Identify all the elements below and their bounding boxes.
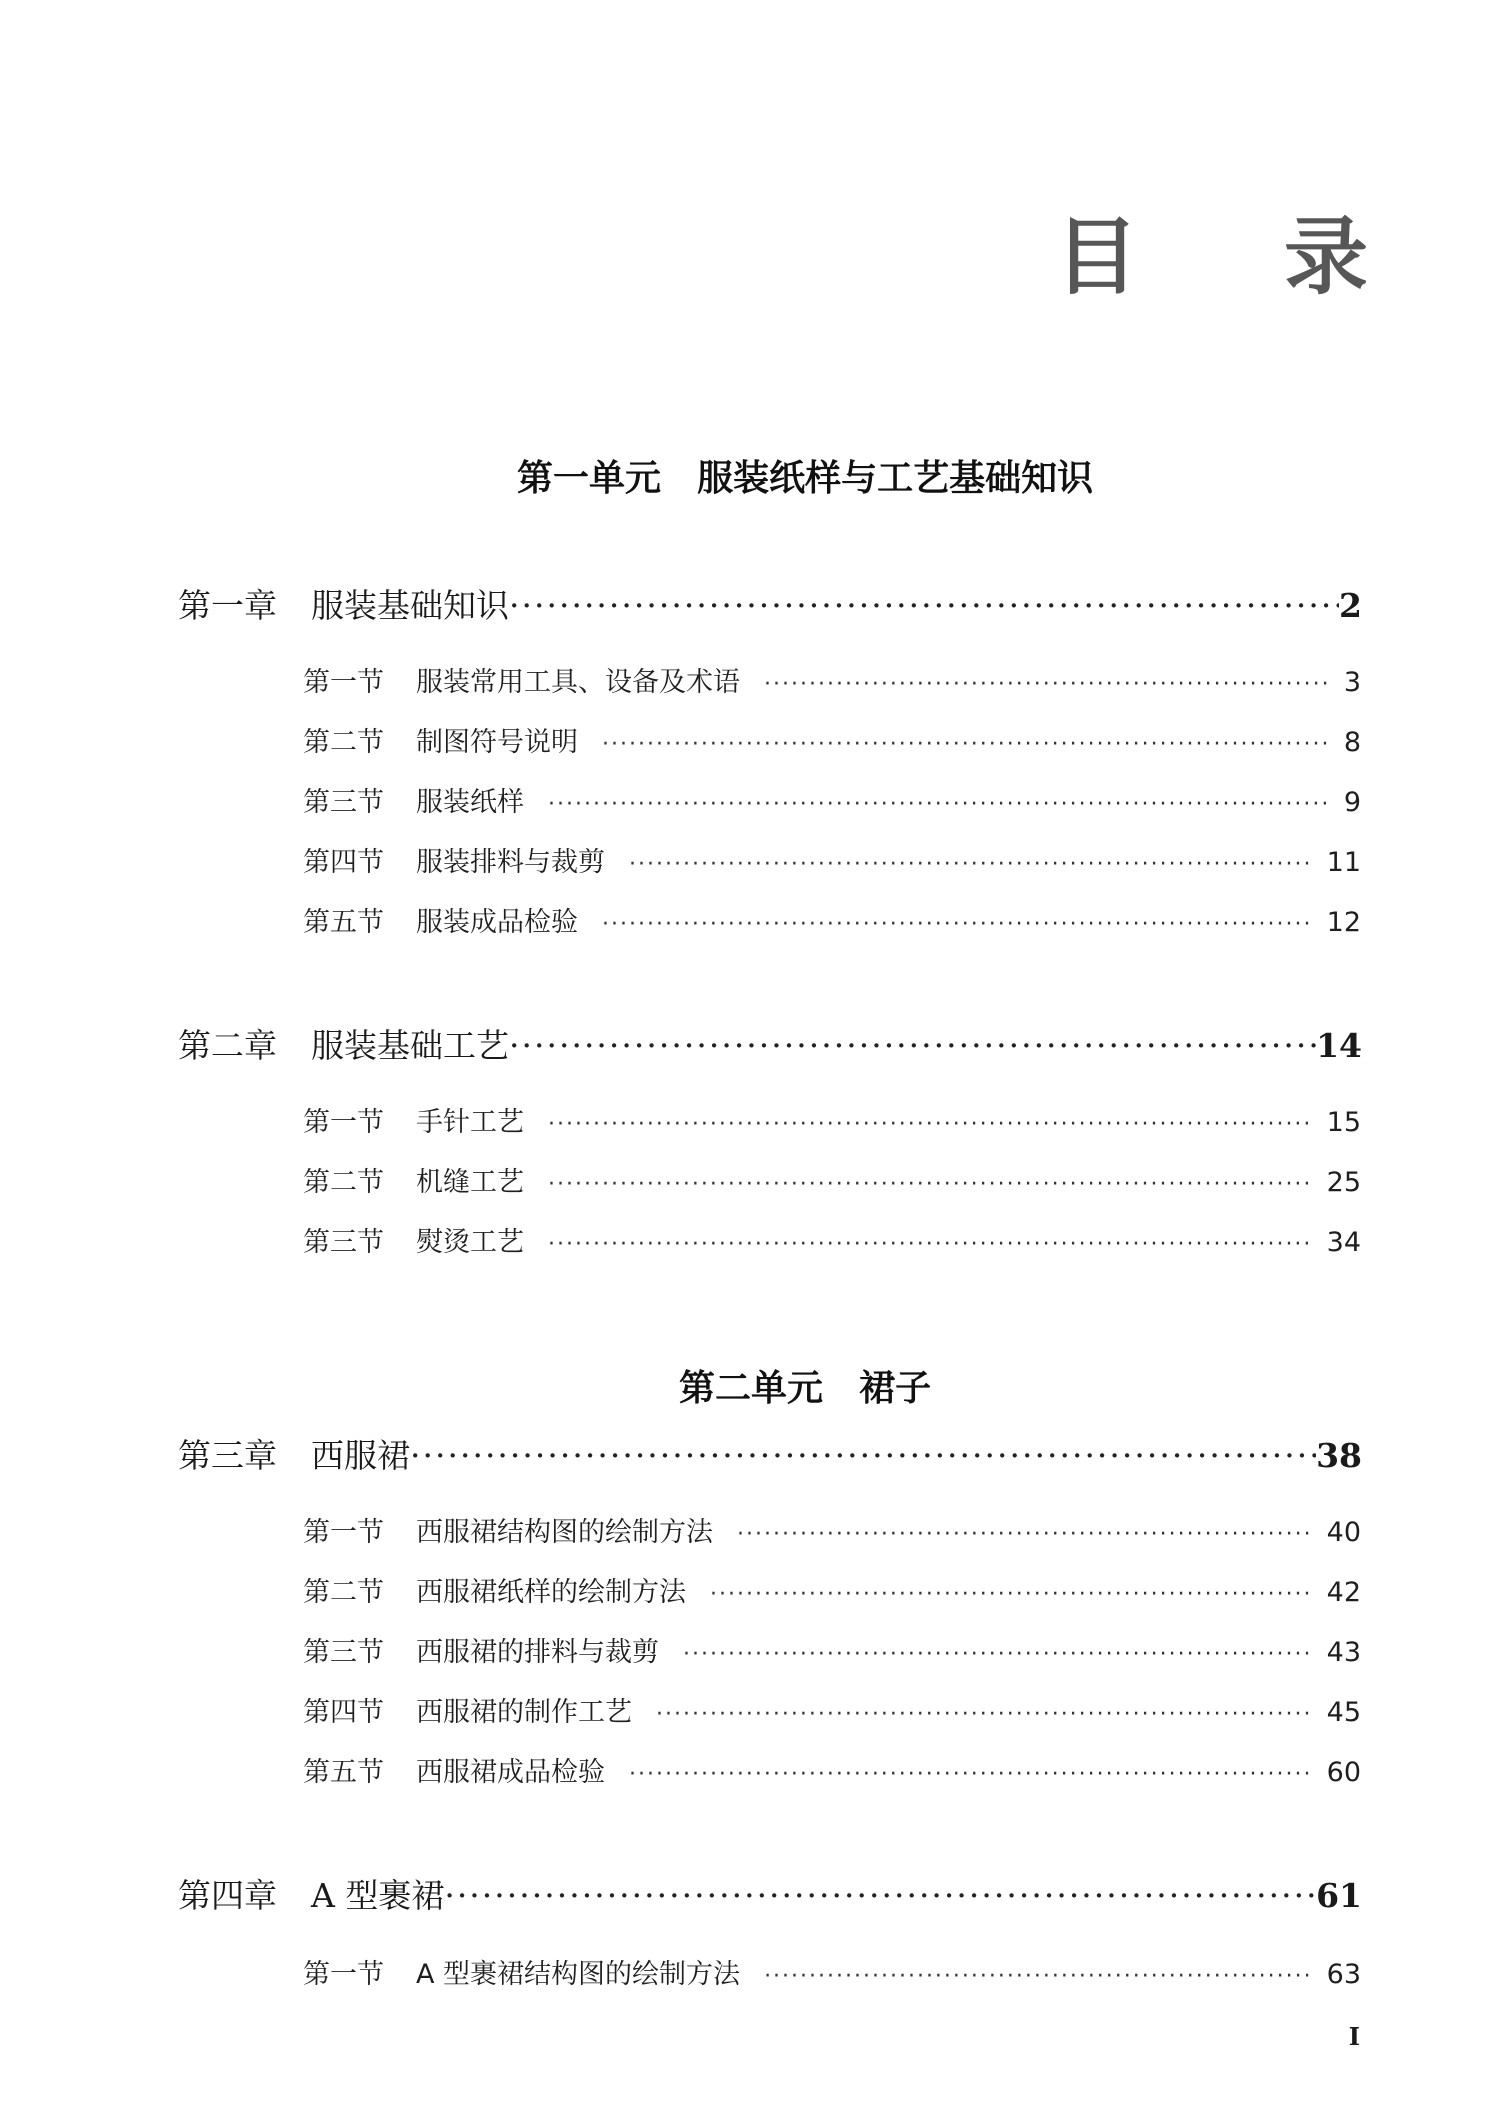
toc-section-entry[interactable] xyxy=(303,660,1361,699)
dot-leader xyxy=(509,586,1339,625)
chapter-title: 服装基础工艺 xyxy=(311,1026,509,1065)
toc-section-entry[interactable] xyxy=(303,720,1361,759)
toc-section-entry[interactable] xyxy=(303,1160,1361,1199)
section-page-number: 43 xyxy=(1326,1637,1361,1668)
section-label: 第四节 xyxy=(303,1697,384,1728)
dot-leader xyxy=(764,1964,1313,1989)
page-folio: I xyxy=(1348,2022,1360,2051)
section-page-number: 8 xyxy=(1343,727,1361,758)
unit-title: 裙子 xyxy=(859,1367,932,1409)
section-title: 西服裙纸样的绘制方法 xyxy=(416,1577,686,1608)
section-page-number: 45 xyxy=(1326,1697,1361,1728)
dot-leader xyxy=(656,1702,1313,1727)
chapter-page-number: 2 xyxy=(1339,586,1362,625)
section-label: 第四节 xyxy=(303,847,384,878)
chapter-title: A 型裹裙 xyxy=(311,1876,445,1915)
chapter-label: 第二章 xyxy=(178,1026,277,1065)
section-label: 第三节 xyxy=(303,1637,384,1668)
section-title: 机缝工艺 xyxy=(416,1167,524,1198)
section-title: 服装纸样 xyxy=(416,787,524,818)
section-page-number: 12 xyxy=(1326,907,1361,938)
section-page-number: 34 xyxy=(1326,1227,1361,1258)
section-page-number: 60 xyxy=(1326,1757,1361,1788)
dot-leader xyxy=(548,1112,1313,1137)
dot-leader xyxy=(602,732,1327,757)
dot-leader xyxy=(509,1026,1316,1065)
chapter-page-number: 61 xyxy=(1316,1876,1362,1915)
dot-leader xyxy=(444,1876,1316,1915)
dot-leader xyxy=(602,912,1313,937)
toc-section-entry[interactable] xyxy=(303,1952,1361,1991)
section-title: 西服裙的制作工艺 xyxy=(416,1697,632,1728)
section-label: 第三节 xyxy=(303,1227,384,1258)
toc-section-entry[interactable] xyxy=(303,1220,1361,1259)
chapter-label: 第三章 xyxy=(178,1436,277,1475)
dot-leader xyxy=(629,852,1313,877)
unit-label: 第一单元 xyxy=(517,457,662,499)
dot-leader xyxy=(710,1582,1313,1607)
section-label: 第五节 xyxy=(303,907,384,938)
section-title: 制图符号说明 xyxy=(416,727,578,758)
toc-section-entry[interactable] xyxy=(303,1630,1361,1669)
dot-leader xyxy=(548,1232,1313,1257)
section-label: 第一节 xyxy=(303,667,384,698)
toc-section-entry[interactable] xyxy=(303,840,1361,879)
unit-heading xyxy=(0,408,1500,543)
section-page-number: 25 xyxy=(1326,1167,1361,1198)
section-title: A 型裹裙结构图的绘制方法 xyxy=(416,1959,741,1990)
section-label: 第五节 xyxy=(303,1757,384,1788)
section-title: 服装成品检验 xyxy=(416,907,578,938)
toc-section-entry[interactable] xyxy=(303,900,1361,939)
toc-section-entry[interactable] xyxy=(303,1570,1361,1609)
toc-section-entry[interactable] xyxy=(303,780,1361,819)
chapter-title: 西服裙 xyxy=(311,1436,410,1475)
toc-section-entry[interactable] xyxy=(303,1690,1361,1729)
dot-leader xyxy=(548,1172,1313,1197)
section-page-number: 42 xyxy=(1326,1577,1361,1608)
toc-chapter-entry[interactable] xyxy=(178,1870,1362,1917)
dot-leader xyxy=(629,1762,1313,1787)
chapter-label: 第一章 xyxy=(178,586,277,625)
section-page-number: 9 xyxy=(1343,787,1361,818)
section-page-number: 63 xyxy=(1326,1959,1361,1990)
toc-chapter-entry[interactable] xyxy=(178,1020,1362,1067)
toc-section-entry[interactable] xyxy=(303,1510,1361,1549)
section-title: 手针工艺 xyxy=(416,1107,524,1138)
chapter-title: 服装基础知识 xyxy=(311,586,509,625)
section-label: 第二节 xyxy=(303,727,384,758)
section-page-number: 3 xyxy=(1343,667,1361,698)
section-label: 第一节 xyxy=(303,1517,384,1548)
chapter-page-number: 14 xyxy=(1316,1026,1362,1065)
dot-leader xyxy=(737,1522,1313,1547)
section-label: 第二节 xyxy=(303,1167,384,1198)
chapter-label: 第四章 xyxy=(178,1876,277,1915)
dot-leader xyxy=(764,672,1327,697)
section-page-number: 15 xyxy=(1326,1107,1361,1138)
section-title: 西服裙成品检验 xyxy=(416,1757,605,1788)
section-title: 服装排料与裁剪 xyxy=(416,847,605,878)
toc-section-entry[interactable] xyxy=(303,1100,1361,1139)
unit-title: 服装纸样与工艺基础知识 xyxy=(697,457,1094,499)
section-label: 第一节 xyxy=(303,1107,384,1138)
page-title: 目 录 xyxy=(1054,208,1426,306)
unit-label: 第二单元 xyxy=(679,1367,824,1409)
dot-leader xyxy=(548,792,1327,817)
section-label: 第二节 xyxy=(303,1577,384,1608)
toc-section-entry[interactable] xyxy=(303,1750,1361,1789)
section-title: 西服裙结构图的绘制方法 xyxy=(416,1517,713,1548)
dot-leader xyxy=(410,1436,1316,1475)
toc-chapter-entry[interactable] xyxy=(178,1430,1362,1477)
toc-chapter-entry[interactable] xyxy=(178,580,1362,627)
section-title: 服装常用工具、设备及术语 xyxy=(416,667,740,698)
section-page-number: 40 xyxy=(1326,1517,1361,1548)
section-label: 第三节 xyxy=(303,787,384,818)
section-label: 第一节 xyxy=(303,1959,384,1990)
section-title: 西服裙的排料与裁剪 xyxy=(416,1637,659,1668)
chapter-page-number: 38 xyxy=(1316,1436,1362,1475)
section-title: 熨烫工艺 xyxy=(416,1227,524,1258)
dot-leader xyxy=(683,1642,1313,1667)
section-page-number: 11 xyxy=(1326,847,1361,878)
